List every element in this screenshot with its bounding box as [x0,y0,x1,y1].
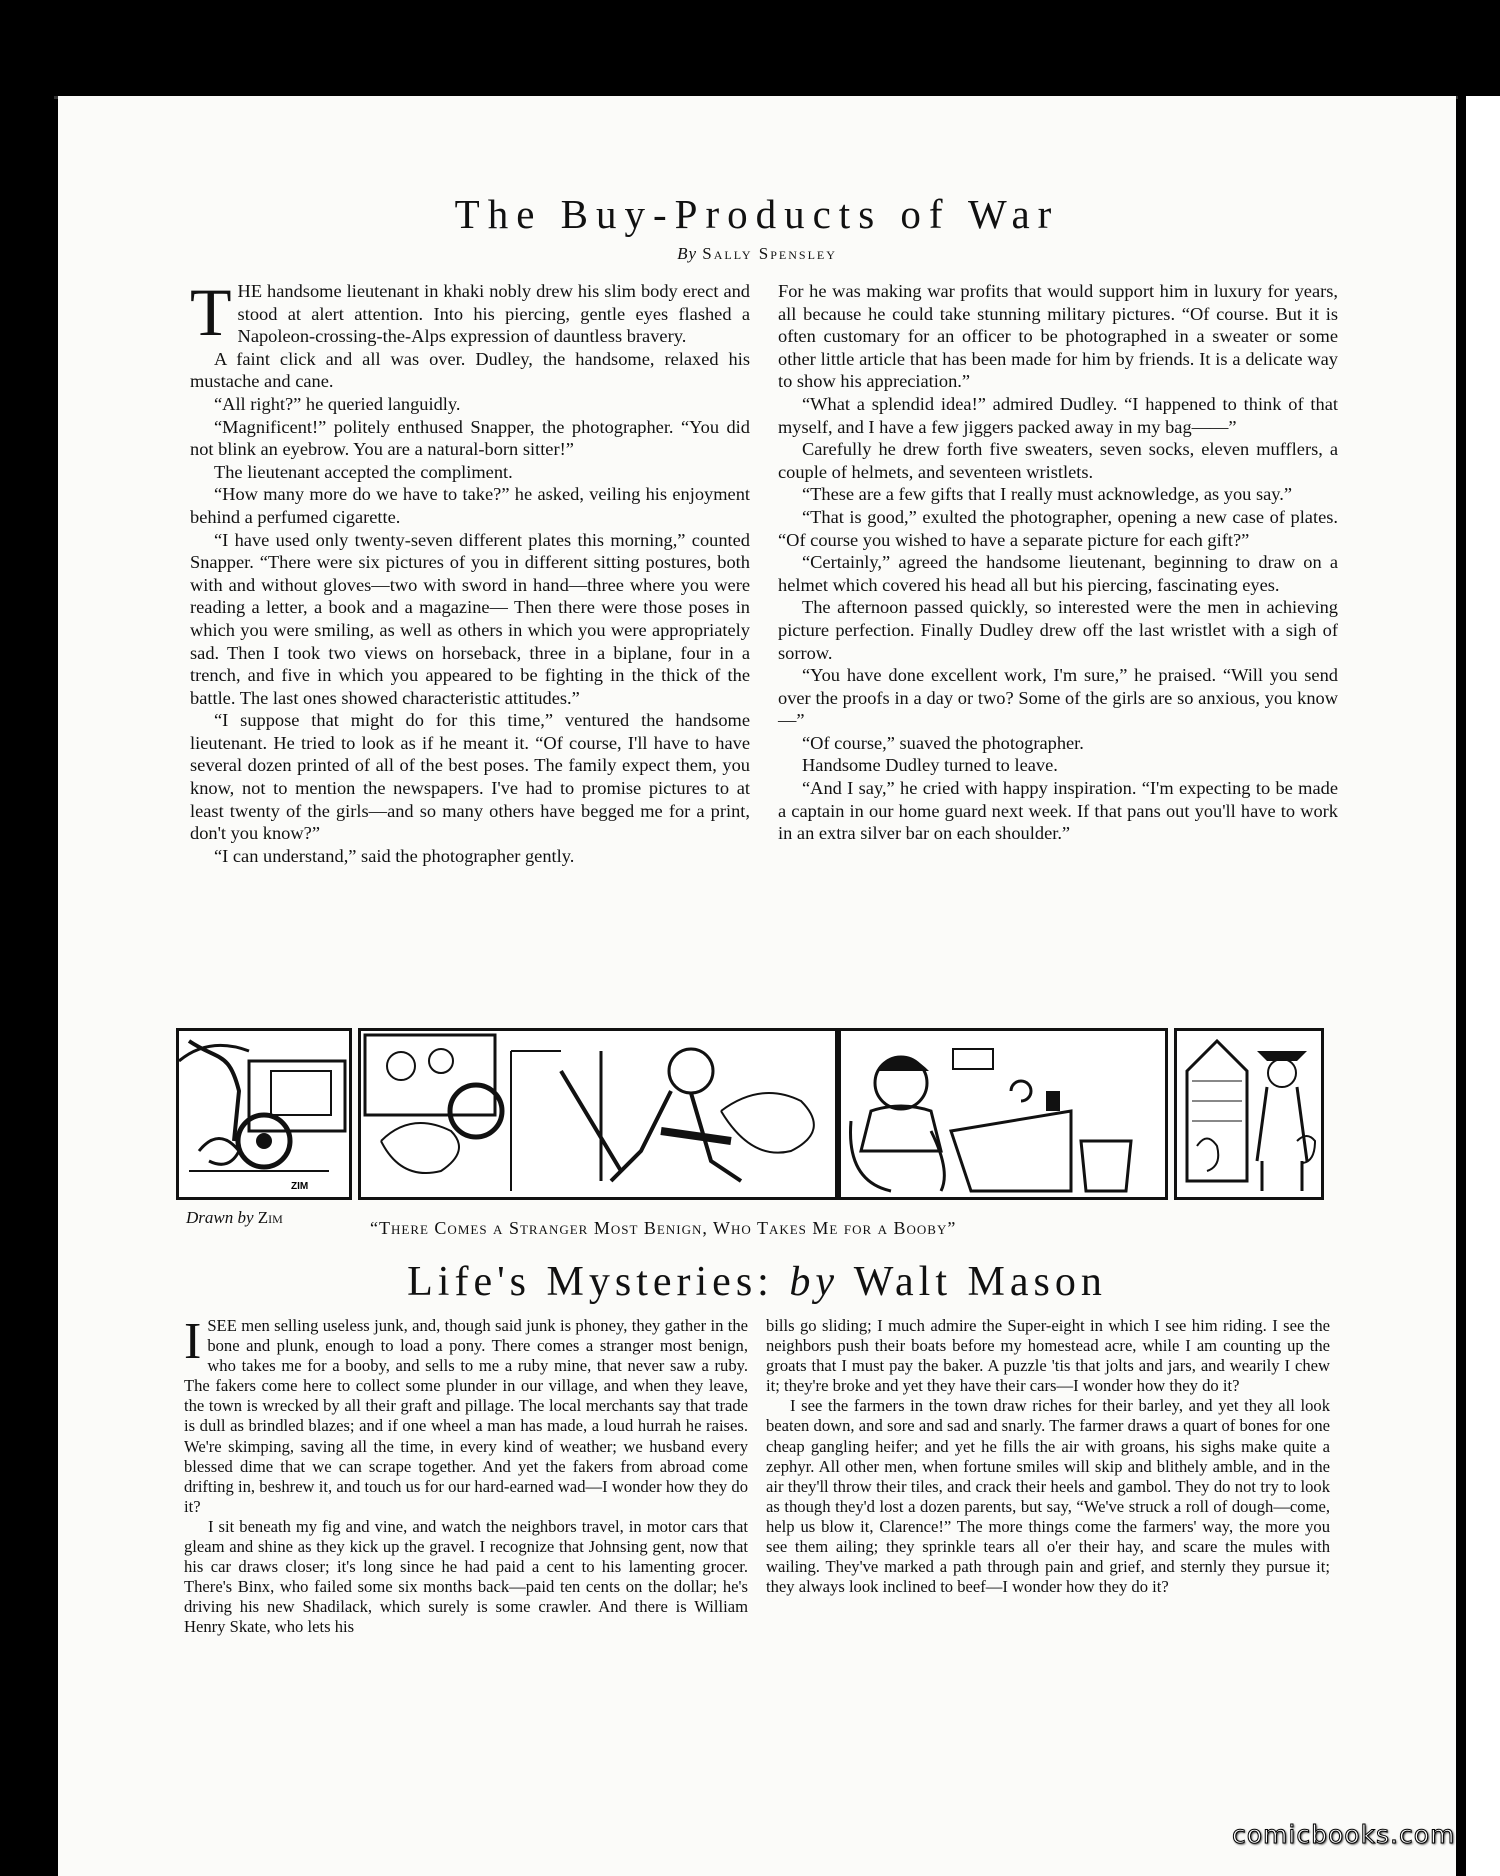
lieutenant-leaving-drawing [361,1031,835,1197]
paragraph: SEE men selling useless junk, and, though said junk is phoney, they gather in the bone and plunk, enough to load a pony. There comes a stranger most benign, who takes me for a booby, and sells to me a ruby mine, that never saw a ruby. The fakers come here to collect some plunder in our village, and when they leave, the town is wrecked by all their graft and pillage. The local merchants say that trade is dull as brindled blazes; and if one wheel a man has made, a loud hurrah he raises. We're skimping, saving all the time, in every kind of weather; we husband every blessed dime that we can scrape together. And yet the fakers from abroad come drifting in, beshrew it, and touch us for our hard-earned wad—I wonder how they do it? [184,1316,748,1516]
paragraph: “Of course,” suaved the photographer. [802,732,1084,753]
paragraph: The lieutenant accepted the compliment. [214,461,513,482]
paragraph: “All right?” he queried languidly. [214,393,461,414]
drop-cap: T [190,274,232,350]
paragraph: “I have used only twenty-seven different plates this morning,” counted Snapper. “There were six pictures of you in different sitting postures, both with and without gloves—two with sword in hand—three where you were reading a letter, a book and a magazine— Then there were those poses in which you were smiling, as well as others in which you were appropriately sad. Then I took two views on horseback, three in a biplane, four in a trench, and five in which you appeared to be fighting in the thick of the battle. The last ones showed characteristic attitudes.” [190,529,750,708]
comic-caption: “There Comes a Stranger Most Benign, Who Takes Me for a Booby” [370,1218,957,1238]
credit-prefix: Drawn by [186,1208,254,1227]
farmer-with-chickens-drawing [1177,1031,1321,1197]
paragraph: “How many more do we have to take?” he asked, veiling his enjoyment behind a perfumed cigarette. [190,484,750,527]
paragraph: “And I say,” he cried with happy inspiration. “I'm expecting to be made a captain in our home guard next week. If that pans out you'll have to work in an extra silver bar on each shoulder.” [778,778,1338,844]
credit-name: Zim [257,1208,283,1227]
comic-panel-1 [176,1028,352,1200]
poem-title-author: Walt Mason [853,1259,1107,1305]
paragraph: The afternoon passed quickly, so interested were the men in achieving picture perfection. Finally Dudley drew off the last wristlet with a sigh of sorrow. [778,597,1338,663]
paragraph: “I can understand,” said the photographer gently. [214,845,575,866]
paragraph: I see the farmers in the town draw riches for their barley, and yet they all look beaten down, and sore and sad and snarly. The farmer draws a quart of bones for one cheap gangling heifer; and yet he fills the air with groans, his sighs make quite a zephyr. All other men, when fortune smiles will skip and blithely amble, and in the air they'll throw their tiles, and crack their heels and gambol. They do not try to look as though they'd lost a dozen parents, but say, “We've struck a roll of dough—come, help us blow it, Clarence!” The more things come the farmers' way, the more you see them ailing; they sprinkle tears all o'er their hay, and scare the mules with wailing. They've marked a path through pain and grief, and sternly they pursue it; they always look inclined to beef—I wonder how they do it? [766,1396,1330,1597]
paragraph: “I suppose that might do for this time,” ventured the handsome lieutenant. He tried to look as if he meant it. “Of course, I'll have to have several dozen printed of all of the best poses. The family expect them, you know, not to mention the newspapers. I've had to promise pictures to at least twenty of the girls—and so many others have begged me for a print, don't you know?” [190,710,750,844]
paragraph: bills go sliding; I much admire the Super-eight in which I see him riding. I see the neighbors push their boats before my homestead acre, while I am counting up the groats that I must pay the baker. A puzzle 'tis that jolts and jars, and wearily I chew it; they're broke and yet they have their cars—I wonder how they do it? [766,1316,1330,1396]
site-watermark: comicbooks.com [1232,1820,1456,1849]
poem-title-main: Life's Mysteries: [407,1259,774,1305]
byline-author: Sally Spensley [702,244,837,263]
paragraph: Carefully he drew forth five sweaters, seven socks, eleven mufflers, a couple of helmets, and seventeen wristlets. [778,439,1338,482]
paragraph: “You have done excellent work, I'm sure,” he praised. “Will you send over the proofs in a day or two? Some of the girls are so anxious, you know—” [778,665,1338,731]
comic-panel-3 [838,1028,1168,1200]
paragraph: A faint click and all was over. Dudley, the handsome, relaxed his mustache and cane. [190,348,750,392]
article-byline [58,244,1456,264]
paragraph: “Magnificent!” politely enthused Snapper, the photographer. “You did not blink an eyebrow. You are a natural-born sitter!” [190,416,750,460]
paragraph: “That is good,” exulted the photographer, opening a new case of plates. “Of course you wished to have a separate picture for each gift?” [778,506,1338,550]
article-column-right [778,280,1338,845]
poem-title-by: by [789,1259,839,1305]
poem-column-left [184,1313,748,1638]
paragraph: “These are a few gifts that I really must acknowledge, as you say.” [802,484,1293,505]
paragraph: “What a splendid idea!” admired Dudley. “I happened to think of that myself, and I have a few jiggers packed away in my bag——” [778,393,1338,437]
comic-panel-2 [358,1028,838,1200]
paragraph: Handsome Dudley turned to leave. [802,755,1058,776]
comic-credit [186,1208,283,1228]
paragraph: For he was making war profits that would support him in luxury for years, all because he could take stunning military pictures. “Of course. But it is often customary for an officer to be photographed in a sweater or some other little article that has been made for him by friends. It is a delicate way to show his appreciation.” [778,281,1338,392]
comic-strip [176,1028,1324,1200]
article-column-left [190,274,750,867]
poem-title [58,1258,1456,1306]
artist-signature: ZIM [291,1181,309,1192]
article-title: The Buy-Products of War [454,191,1060,237]
paragraph: I sit beneath my fig and vine, and watch the neighbors travel, in motor cars that gleam and shine as they kick up the gravel. I recognize that Johnsing gent, now that his car draws closer; it's long since he had paid a cent to his lamenting grocer. There's Binx, who failed some six months back—paid ten cents on the dollar; he's driving his new Shadilack, which surely is some crawler. And there is William Henry Skate, who lets his [184,1516,748,1637]
paragraph: “Certainly,” agreed the handsome lieutenant, beginning to draw on a helmet which covered his head all but his piercing, fascinating eyes. [778,552,1338,595]
poem-drop-cap: I [184,1313,202,1370]
car-and-dog-drawing [179,1031,349,1197]
poem-column-right [766,1316,1330,1597]
paragraph: HE handsome lieutenant in khaki nobly drew his slim body erect and stood at alert attention. Into his piercing, gentle eyes flashed a Napoleon-crossing-the-Alps expression of dauntless bravery. [237,281,750,347]
magazine-page [58,96,1456,1876]
photographer-at-desk-drawing [841,1031,1165,1197]
next-page-edge [1456,96,1500,1876]
comic-panel-4 [1174,1028,1324,1200]
byline-by: By [677,244,698,263]
